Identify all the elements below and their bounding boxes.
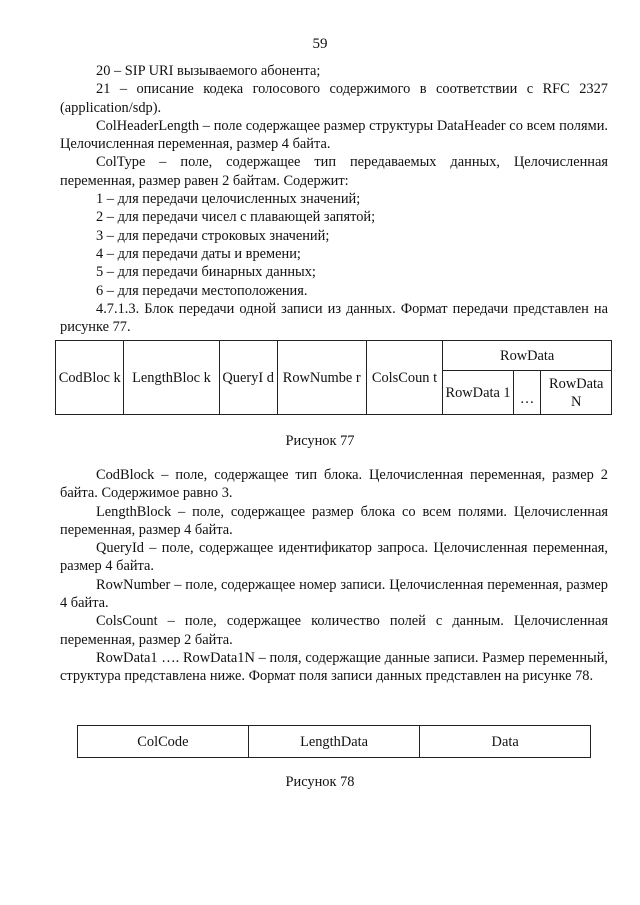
intro-text xyxy=(60,62,608,336)
cell-rowdata-1: RowData 1 xyxy=(443,371,514,415)
page-number: 59 xyxy=(312,36,328,52)
paragraph: ColHeaderLength – поле содержащее размер структуры DataHeader со всем полями. Целочисленная переменная, размер 4 байта. xyxy=(60,117,608,153)
cell-codblock: CodBloc k xyxy=(56,341,124,415)
field-descriptions xyxy=(60,466,608,686)
paragraph: 21 – описание кодека голосового содержимого в соответствии с RFC 2327 (application/sdp). xyxy=(60,81,608,116)
section-heading-paragraph: 4.7.1.3. Блок передачи одной записи из данных. Формат передачи представлен на рисунке 77. xyxy=(60,300,608,336)
list-item: 6 – для передачи местоположения. xyxy=(96,282,308,299)
cell-rowdata-header: RowData xyxy=(443,341,612,371)
list-item: 3 – для передачи строковых значений; xyxy=(96,227,330,244)
figure-77-table xyxy=(55,340,612,415)
paragraph: QueryId – поле, содержащее идентификатор запроса. Целочисленная переменная, размер 4 байта. xyxy=(60,540,608,575)
paragraph: CodBlock – поле, содержащее тип блока. Целочисленная переменная, размер 2 байта. Содержимое равно 3. xyxy=(60,467,608,502)
figure-78-table xyxy=(77,725,591,758)
cell-colcode: ColCode xyxy=(78,726,249,758)
cell-colscount: ColsCoun t xyxy=(366,341,443,415)
cell-queryid: QueryI d xyxy=(219,341,277,415)
paragraph: RowNumber – поле, содержащее номер записи. Целочисленная переменная, размер 4 байта. xyxy=(60,576,608,612)
list-item: 1 – для передачи целочисленных значений; xyxy=(96,191,361,208)
cell-data: Data xyxy=(420,726,591,758)
cell-rownumber: RowNumbe r xyxy=(277,341,366,415)
list-item: 4 – для передачи даты и времени; xyxy=(96,245,301,262)
paragraph: 20 – SIP URI вызываемого абонента; xyxy=(96,63,321,79)
paragraph: ColsCount – поле, содержащее количество полей с данным. Целочисленная переменная, размер 2 байта. xyxy=(60,613,608,648)
cell-rowdata-ellipsis: … xyxy=(513,371,541,415)
list-item: 2 – для передачи чисел с плавающей запятой; xyxy=(96,209,376,226)
paragraph: ColType – поле, содержащее тип передаваемых данных, Целочисленная переменная, размер равен 2 байтам. Содержит: xyxy=(60,154,608,189)
cell-lengthblock: LengthBloc k xyxy=(124,341,219,415)
figure-78-caption: Рисунок 78 xyxy=(285,774,355,790)
paragraph: RowData1 …. RowData1N – поля, содержащие данные записи. Размер переменный, структура представлена ниже. Формат поля записи данных представлен на рисунке 78. xyxy=(60,649,608,685)
cell-lengthdata: LengthData xyxy=(248,726,420,758)
cell-rowdata-n: RowData N xyxy=(541,371,612,415)
list-item: 5 – для передачи бинарных данных; xyxy=(96,264,316,281)
figure-77-caption: Рисунок 77 xyxy=(285,433,355,449)
paragraph: LengthBlock – поле, содержащее размер блока со всем полями. Целочисленная переменная, размер 4 байта. xyxy=(60,503,608,538)
